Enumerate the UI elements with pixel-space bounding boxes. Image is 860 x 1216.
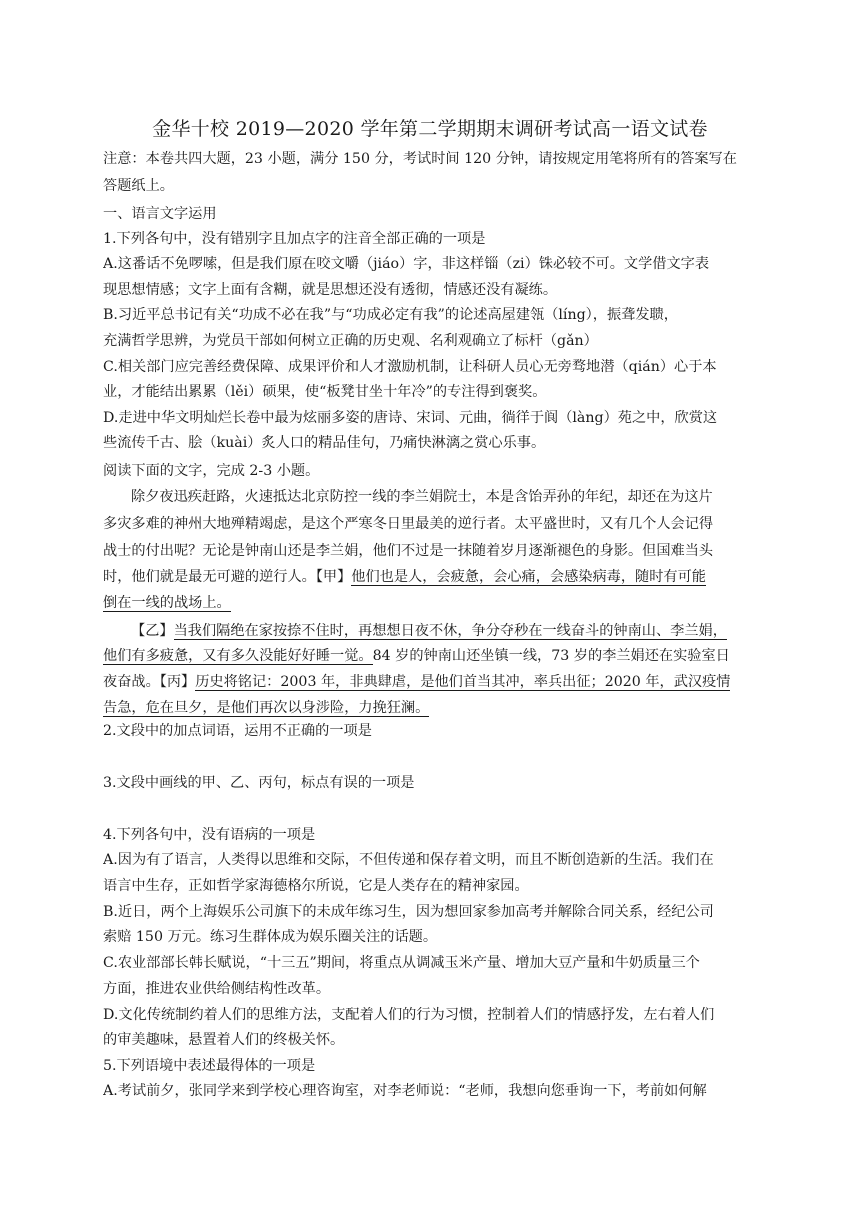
passage-line-7-text: 84 岁的钟南山还坐镇一线，73 岁的李兰娟还在实验室日 <box>372 648 730 664</box>
passage-line-8-text: 夜奋战。 <box>103 674 160 690</box>
passage-line-1: 除夕夜迅疾赶路，火速抵达北京防控一线的李兰娟院士，本是含饴弄孙的年纪，却还在为这片 <box>131 489 713 505</box>
passage-line-9 <box>103 699 763 717</box>
passage-line-7 <box>103 647 763 665</box>
sentence-bing-part-2: 告急，危在旦夕，是他们再次以身涉险，力挽狂澜。 <box>103 700 430 716</box>
section-heading: 一、语言文字运用 <box>103 206 217 222</box>
q1-stem: 1.下列各句中，没有错别字且加点字的注音全部正确的一项是 <box>103 231 486 247</box>
q4-option-b-line-1: B.近日，两个上海娱乐公司旗下的未成年练习生，因为想回家参加高考并解除合同关系，经纪公司 <box>103 904 714 920</box>
passage-line-6 <box>131 622 763 640</box>
notice-line-1: 注意：本卷共四大题，23 小题，满分 150 分，考试时间 120 分钟，请按规定用笔将所有的答案写在 <box>103 151 737 167</box>
q3-stem: 3.文段中画线的甲、乙、丙句，标点有误的一项是 <box>103 775 415 791</box>
q4-option-a-line-1: A.因为有了语言，人类得以思维和交际，不但传递和保存着文明，而且不断创造新的生活。我们在 <box>103 852 714 868</box>
q4-option-d-line-2: 的审美趣味，悬置着人们的终极关怀。 <box>103 1032 345 1048</box>
q5-option-a-line-1: A.考试前夕，张同学来到学校心理咨询室，对李老师说：“老师，我想向您垂询一下，考前如何解 <box>103 1083 707 1099</box>
reading-intro: 阅读下面的文字，完成 2-3 小题。 <box>103 463 320 479</box>
sentence-yi-part-1: 当我们隔绝在家按捺不住时，再想想日夜不休，争分夺秒在一线奋斗的钟南山、李兰娟， <box>173 623 727 639</box>
page-title: 金华十校 2019—2020 学年第二学期期末调研考试高一语文试卷 <box>152 118 708 140</box>
passage-line-4-text: 时，他们就是最无可避的逆行人。 <box>103 569 316 585</box>
q1-option-d-line-2: 些流传千古、脍（kuài）炙人口的精品佳句，乃痛快淋漓之赏心乐事。 <box>103 435 546 451</box>
passage-line-2: 多灾多难的神州大地殚精竭虑，是这个严寒冬日里最美的逆行者。太平盛世时，又有几个人会记得 <box>103 516 714 532</box>
q1-option-c-line-1: C.相关部门应完善经费保障、成果评价和人才激励机制，让科研人员心无旁骛地潜（qián）心于本 <box>103 359 717 375</box>
sentence-jia-part-1: 他们也是人，会疲惫，会心痛，会感染病毒，随时有可能 <box>351 569 706 585</box>
q4-option-a-line-2: 语言中生存，正如哲学家海德格尔所说，它是人类存在的精神家园。 <box>103 878 529 894</box>
passage-line-3: 战士的付出呢？无论是钟南山还是李兰娟，他们不过是一抹随着岁月逐渐褪色的身影。但国难当头 <box>103 543 714 559</box>
q1-option-b-line-2: 充满哲学思辨，为党员干部如何树立正确的历史观、名利观确立了标杆（gǎn） <box>103 333 598 349</box>
q4-option-d-line-1: D.文化传统制约着人们的思维方法，支配着人们的行为习惯，控制着人们的情感抒发，左右着人们 <box>103 1007 715 1023</box>
sentence-yi-part-2: 他们有多疲惫，又有多久没能好好睡一觉。 <box>103 648 373 664</box>
q4-option-c-line-2: 方面，推进农业供给侧结构性改革。 <box>103 981 331 997</box>
passage-line-8 <box>103 673 763 691</box>
q2-stem: 2.文段中的加点词语，运用不正确的一项是 <box>103 723 372 739</box>
notice-line-2: 答题纸上。 <box>103 178 174 194</box>
q4-option-b-line-2: 索赔 150 万元。练习生群体成为娱乐圈关注的话题。 <box>103 929 438 945</box>
q5-stem: 5.下列语境中表述最得体的一项是 <box>103 1058 316 1074</box>
q1-option-c-line-2: 业，才能结出累累（lěi）硕果，使“板凳甘坐十年冷”的专注得到褒奖。 <box>103 384 547 400</box>
sentence-jia-part-2: 倒在一线的战场上。 <box>103 595 231 611</box>
passage-line-5 <box>103 594 763 612</box>
q1-option-b-line-1: B.习近平总书记有关“功成不必在我”与“功成必定有我”的论述高屋建瓴（líng），振聋发聩， <box>103 307 678 323</box>
q1-option-a-line-2: 现思想情感；文字上面有含糊，就是思想还没有透彻，情感还没有凝练。 <box>103 282 558 298</box>
passage-line-4 <box>103 568 763 586</box>
q4-option-c-line-1: C.农业部部长韩长赋说，“十三五”期间，将重点从调减玉米产量、增加大豆产量和牛奶质量三个 <box>103 955 700 971</box>
q1-option-a-line-1: A.这番话不免啰嗦，但是我们原在咬文嚼（jiáo）字，非这样锱（zi）铢必较不可。文学借文字表 <box>103 256 710 272</box>
q4-stem: 4.下列各句中，没有语病的一项是 <box>103 827 316 843</box>
sentence-bing-part-1: 历史将铭记：2003 年，非典肆虐，是他们首当其冲，率兵出征；2020 年，武汉疫情 <box>195 674 731 690</box>
q1-option-d-line-1: D.走进中华文明灿烂长卷中最为炫丽多姿的唐诗、宋词、元曲，徜徉于阆（làng）苑之中，欣赏这 <box>103 410 718 426</box>
marker-bing: 【丙】 <box>159 674 196 690</box>
marker-yi: 【乙】 <box>131 623 174 639</box>
marker-jia: 【甲】 <box>315 569 352 585</box>
